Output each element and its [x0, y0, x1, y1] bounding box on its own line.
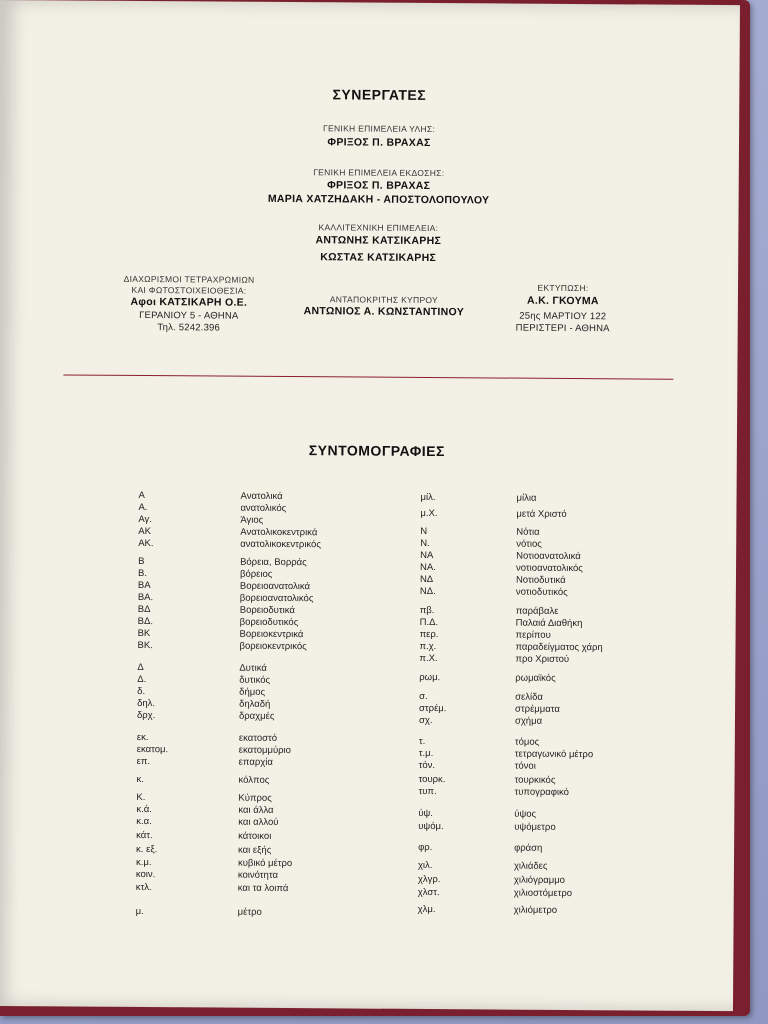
abbreviation-right-code: τουρκ. [418, 773, 446, 786]
abbreviations-title: ΣΥΝΤΟΜΟΓΡΑΦΙΕΣ [308, 442, 445, 460]
abbreviation-left-code: Κ. [136, 791, 146, 804]
abbreviation-right-code: τόν. [418, 759, 436, 772]
abbreviation-left-meaning: ανατολικός [240, 502, 287, 515]
abbreviation-right-code: Π.Δ. [419, 616, 439, 629]
abbreviation-right-meaning: ρωμαϊκός [515, 672, 556, 684]
abbreviation-left-meaning: μέτρο [237, 906, 262, 918]
abbreviation-left-code: Β. [137, 567, 148, 580]
abbreviation-left-meaning: εκατοστό [238, 732, 278, 744]
abbreviation-right-meaning: Νότια [516, 526, 540, 538]
abbreviation-left-code: ΑΚ. [138, 537, 154, 550]
separations-address: ΓΕΡΑΝΙΟΥ 5 - ΑΘΗΝΑ [139, 309, 239, 322]
abbreviation-left-meaning: βόρειος [239, 568, 273, 580]
abbreviation-right-code: ρωμ. [419, 671, 441, 684]
abbreviation-left-meaning: δυτικός [239, 674, 271, 686]
abbreviation-left-meaning: κάτοικοι [238, 830, 272, 842]
abbreviation-left-meaning: δραχμές [238, 710, 275, 722]
abbreviation-left-meaning: Βορειοανατολικά [239, 580, 311, 593]
printing-address-1: 25ης ΜΑΡΤΙΟΥ 122 [519, 310, 607, 323]
abbreviation-left-meaning: και αλλού [238, 816, 279, 828]
abbreviation-right-code: ύψ. [418, 807, 433, 820]
abbreviation-right-code: υψόμ. [418, 820, 444, 833]
abbreviation-left-code: ΒΔ. [137, 615, 154, 628]
abbreviation-right-code: πβ. [419, 604, 435, 617]
abbreviation-left-meaning: εκατομμύριο [238, 744, 292, 757]
abbreviation-left-meaning: επαρχία [238, 756, 273, 768]
art-supervision-name-1: ΑΝΤΩΝΗΣ ΚΑΤΣΙΚΑΡΗΣ [315, 234, 442, 248]
abbreviation-right-code: σ. [419, 690, 428, 703]
credits-title: ΣΥΝΕΡΓΑΤΕΣ [332, 86, 427, 103]
abbreviation-right-meaning: παραδείγματος χάρη [515, 641, 603, 654]
abbreviation-right-meaning: μίλια [516, 492, 537, 504]
abbreviation-left-code: Αγ. [138, 513, 152, 526]
abbreviation-right-meaning: τυπογραφικό [514, 786, 570, 798]
abbreviation-right-meaning: τόμος [514, 736, 540, 748]
abbreviation-left-code: κ.μ. [135, 856, 152, 869]
abbreviation-left-meaning: Ανατολικά [240, 490, 283, 502]
abbreviation-left-code: κ.α. [136, 815, 152, 828]
abbreviation-left-code: κ.ά. [136, 803, 152, 816]
abbreviation-left-meaning: βορειοανατολικός [239, 592, 314, 605]
general-supervision-label: ΓΕΝΙΚΗ ΕΠΙΜΕΛΕΙΑ ΥΛΗΣ: [322, 123, 436, 135]
abbreviation-left-meaning: Δυτικά [239, 662, 267, 674]
abbreviation-left-code: δρχ. [136, 709, 156, 722]
abbreviation-left-code: κάτ. [136, 829, 153, 842]
abbreviation-right-code: Ν [420, 525, 428, 537]
abbreviation-right-meaning: τουρκικός [514, 774, 556, 786]
abbreviation-left-code: δηλ. [137, 697, 156, 710]
abbreviation-right-meaning: σελίδα [515, 691, 543, 703]
abbreviation-left-code: κτλ. [135, 881, 152, 894]
abbreviation-left-code: κ. εξ. [136, 843, 158, 856]
abbreviation-right-code: ΝΑ. [420, 561, 436, 574]
abbreviation-right-code: τ. [418, 735, 426, 747]
abbreviation-left-meaning: Άγιος [240, 514, 264, 526]
abbreviation-right-code: ΝΔ. [419, 585, 436, 598]
abbreviation-right-code: τυπ. [418, 785, 437, 798]
abbreviation-right-meaning: χιλιόγραμμο [513, 874, 566, 886]
abbreviation-right-meaning: μετά Χριστό [516, 508, 567, 520]
abbreviation-right-code: π.χ. [419, 640, 437, 653]
abbreviation-left-meaning: κόλπος [238, 774, 270, 786]
abbreviation-right-code: ΝΔ [419, 573, 434, 586]
abbreviation-left-code: εκατομ. [136, 743, 169, 756]
abbreviation-right-code: στρέμ. [419, 702, 447, 715]
separations-phone: Τηλ. 5242.396 [157, 322, 221, 334]
abbreviation-right-meaning: χιλιοστόμετρο [513, 887, 573, 900]
abbreviation-right-meaning: Νοτιοανατολικά [516, 550, 581, 563]
abbreviation-left-code: ΑΚ [138, 525, 152, 538]
abbreviation-left-meaning: βορειοκεντρικός [239, 640, 307, 653]
abbreviation-left-meaning: Βορειοδυτικά [239, 604, 295, 617]
abbreviation-right-code: μ.Χ. [420, 507, 438, 520]
edition-supervision-label: ΓΕΝΙΚΗ ΕΠΙΜΕΛΕΙΑ ΕΚΔΟΣΗΣ: [313, 167, 445, 179]
edition-supervision-name-2: ΜΑΡΙΑ ΧΑΤΖΗΔΑΚΗ - ΑΠΟΣΤΟΛΟΠΟΥΛΟΥ [267, 192, 490, 207]
abbreviation-right-meaning: Νοτιοδυτικά [515, 574, 566, 586]
art-supervision-label: ΚΑΛΛΙΤΕΧΝΙΚΗ ΕΠΙΜΕΛΕΙΑ: [318, 222, 439, 234]
abbreviation-right-code: π.Χ. [419, 652, 438, 665]
abbreviation-right-meaning: Παλαιά Διαθήκη [515, 617, 583, 630]
abbreviation-right-meaning: υψόμετρο [514, 821, 556, 833]
abbreviation-right-meaning: χιλιόμετρο [513, 904, 558, 916]
abbreviation-left-code: δ. [137, 685, 146, 698]
printing-name: Α.Κ. ΓΚΟΥΜΑ [526, 294, 599, 308]
abbreviation-left-meaning: Ανατολικοκεντρικά [240, 526, 318, 539]
abbreviation-left-meaning: Βορειοκεντρικά [239, 628, 304, 641]
abbreviation-right-code: περ. [419, 628, 439, 641]
abbreviation-right-meaning: χιλιάδες [513, 860, 548, 872]
abbreviation-right-code: χλστ. [417, 886, 440, 899]
abbreviation-right-meaning: παράβαλε [515, 605, 559, 617]
abbreviation-right-meaning: νοτιοδυτικός [515, 586, 568, 598]
abbreviation-left-meaning: κυβικό μέτρο [237, 857, 293, 870]
abbreviation-right-code: φρ. [418, 841, 433, 854]
abbreviation-left-code: Β [138, 555, 145, 568]
abbreviation-right-meaning: περίπου [515, 629, 551, 641]
abbreviation-right-meaning: ύψος [514, 808, 537, 820]
section-divider [63, 374, 673, 379]
abbreviation-right-code: χλμ. [417, 903, 436, 916]
abbreviation-left-code: κ. [136, 773, 144, 786]
abbreviation-right-code: σχ. [418, 714, 433, 727]
abbreviation-left-code: ΒΑ. [137, 591, 154, 604]
abbreviation-left-meaning: δηλαδή [239, 698, 271, 710]
abbreviation-right-meaning: νοτιοανατολικός [516, 562, 583, 575]
abbreviation-right-meaning: προ Χριστού [515, 653, 570, 665]
abbreviation-left-meaning: βορειοδυτικός [239, 616, 299, 629]
abbreviation-right-meaning: στρέμματα [515, 703, 560, 715]
abbreviation-right-meaning: φράση [514, 842, 543, 854]
abbreviation-left-code: μ. [135, 905, 144, 918]
abbreviation-right-code: χλγρ. [417, 873, 441, 886]
abbreviation-right-meaning: σχήμα [514, 715, 543, 727]
printing-label: ΕΚΤΥΠΩΣΗ: [537, 282, 589, 294]
abbreviation-left-code: Δ [137, 661, 144, 674]
abbreviation-right-code: τ.μ. [418, 747, 434, 760]
abbreviation-right-meaning: τετραγωνικό μέτρο [514, 748, 594, 761]
abbreviation-left-code: ΒΚ [137, 627, 151, 640]
separations-label-1: ΔΙΑΧΩΡΙΣΜΟΙ ΤΕΤΡΑΧΡΩΜΙΩΝ [123, 273, 255, 285]
cyprus-correspondent-label: ΑΝΤΑΠΟΚΡΙΤΗΣ ΚΥΠΡΟΥ [329, 294, 439, 306]
abbreviation-left-code: επ. [136, 755, 151, 768]
separations-name: Αφοι ΚΑΤΣΙΚΑΡΗ Ο.Ε. [130, 295, 248, 309]
abbreviation-right-code: ΝΑ [420, 549, 434, 562]
abbreviation-right-code: Ν. [420, 537, 430, 550]
abbreviation-left-meaning: κοινότητα [237, 869, 279, 881]
general-supervision-name: ΦΡΙΞΟΣ Π. ΒΡΑΧΑΣ [327, 136, 431, 150]
abbreviation-left-meaning: ανατολικοκεντρικός [240, 538, 321, 551]
separations-label-2: ΚΑΙ ΦΩΤΟΣΤΟΙΧΕΙΟΘΕΣΙΑ: [131, 284, 247, 296]
abbreviation-left-code: ΒΑ [137, 579, 151, 592]
abbreviation-left-meaning: Κύπρος [238, 792, 272, 804]
abbreviation-right-meaning: τόνοι [514, 760, 536, 772]
art-supervision-name-2: ΚΩΣΤΑΣ ΚΑΤΣΙΚΑΡΗΣ [320, 251, 437, 265]
abbreviation-right-code: χιλ. [417, 859, 433, 872]
abbreviation-left-meaning: και άλλα [238, 804, 274, 816]
abbreviation-left-code: Δ. [137, 673, 147, 686]
abbreviation-left-code: κοιν. [135, 868, 156, 881]
abbreviation-left-code: ΒΔ [137, 603, 151, 616]
edition-supervision-name-1: ΦΡΙΞΟΣ Π. ΒΡΑΧΑΣ [327, 179, 431, 193]
abbreviation-left-code: ΒΚ. [137, 639, 153, 652]
abbreviation-right-meaning: νότιος [516, 538, 542, 550]
abbreviation-left-meaning: δήμος [239, 686, 266, 698]
cyprus-correspondent-name: ΑΝΤΩΝΙΟΣ Α. ΚΩΝΣΤΑΝΤΙΝΟΥ [303, 305, 465, 319]
abbreviation-left-meaning: και τα λοιπά [237, 882, 289, 895]
abbreviation-left-meaning: Βόρεια, Βορράς [240, 556, 307, 569]
abbreviation-left-meaning: και εξής [238, 844, 272, 856]
printing-address-2: ΠΕΡΙΣΤΕΡΙ - ΑΘΗΝΑ [515, 322, 610, 335]
abbreviation-left-code: Α. [138, 501, 148, 514]
abbreviation-left-code: Α [138, 489, 145, 502]
abbreviation-left-code: εκ. [136, 731, 149, 744]
abbreviation-right-code: μίλ. [420, 491, 436, 504]
